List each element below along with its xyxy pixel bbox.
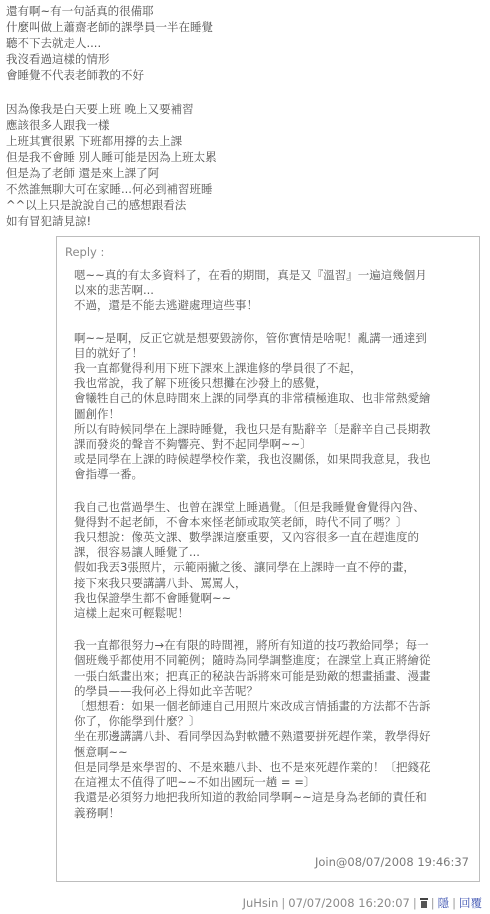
- reply-text-line: 圖創作！: [74, 406, 120, 421]
- reply-text-line: 個班幾乎都使用不同範例；隨時為同學調整進度；在課堂上真正將繪從: [74, 653, 431, 668]
- reply-text-line: 我一直都覺得利用下班下課來上課進修的學員很了不起，: [74, 361, 362, 376]
- post-footer: [243, 895, 482, 911]
- reply-text-line: 啊~~是啊，反正它就是想要毀謗你，管你實情是啥呢！亂講一通達到: [74, 330, 427, 345]
- reply-text-line: 接下來我只要講講八卦、罵罵人，: [74, 575, 247, 590]
- separator: |: [281, 896, 286, 910]
- reply-text-line: 但是同學是來學習的、不是來聽八卦、也不是來死趕作業的！〔把錢花: [74, 759, 431, 774]
- post-text-line: 我沒看過這樣的情形: [6, 52, 110, 66]
- reply-text-line: 所以有時候同學在上課時睡覺，我也只是有點辭辛〔是辭辛自己長期教: [74, 421, 431, 436]
- reply-body: [74, 268, 472, 821]
- reply-text-line: 這樣上起來可輕鬆呢！: [74, 606, 189, 621]
- reply-text-line: 覺得對不起老師，不會本來怪老師或取笑老師，時代不同了嗎？〕: [74, 514, 408, 529]
- reply-text-line: 假如我丟3張照片，示範兩撇之後、讓同學在上課時一直不停的畫，: [74, 560, 415, 575]
- reply-text-line: 義務啊！: [74, 805, 120, 820]
- post-text-line: 上班其實很累 下班都用撐的去上課: [6, 134, 183, 148]
- post-text-line: 不然誰無聊大可在家睡...何必到補習班睡: [6, 182, 213, 196]
- reply-text-line: 我也保證學生都不會睡覺啊~~: [74, 590, 232, 605]
- reply-text-line: 課，很容易讓人睡覺了...: [74, 545, 200, 560]
- reply-text-line: 課而發炎的聲音不夠響亮、對不起同學啊~~〕: [74, 437, 312, 452]
- post-text-line: 但是我不會睡 別人睡可能是因為上班太累: [6, 150, 217, 164]
- blank-line: [74, 621, 472, 638]
- reply-signature: Join@08/07/2008 19:46:37: [315, 855, 469, 869]
- reply-text-line: 目的就好了！: [74, 345, 143, 360]
- guestbook-post: [6, 3, 484, 229]
- reply-text-line: 一張白紙畫出來；把真正的秘訣告訴將來可能是勁敵的想畫插畫、漫畫: [74, 668, 431, 683]
- reply-text-line: 我還是必須努力地把我所知道的教給同學啊~~這是身為老師的責任和: [74, 790, 427, 805]
- reply-text-line: 或是同學在上課的時候趕學校作業，我也沒關係，如果問我意見，我也: [74, 452, 431, 467]
- post-text-line: ^^以上只是說說自己的感想跟看法: [6, 198, 187, 212]
- reply-label: Reply :: [65, 245, 105, 259]
- reply-text-line: 以來的悲苦啊...: [74, 283, 154, 298]
- reply-text-line: 坐在那邊講講八卦、看同學因為對軟體不熟還要拼死趕作業，教學得好: [74, 729, 431, 744]
- blank-line: [6, 83, 484, 101]
- blank-line: [74, 483, 472, 500]
- reply-text-line: 我自己也當過學生、也曾在課堂上睡過覺。〔但是我睡覺會覺得內咎、: [74, 499, 425, 514]
- reply-text-line: 嗯~~真的有太多資料了，在看的期間，真是又『溫習』一遍這幾個月: [74, 268, 427, 282]
- reply-text-line: 的學員——我何必上得如此辛苦呢？: [74, 683, 258, 698]
- post-text-line: 因為像我是白天要上班 晚上又要補習: [6, 102, 194, 116]
- reply-text-line: 我也常說，我了解下班後只想攤在沙發上的感覺，: [74, 376, 327, 391]
- reply-text-line: 我只想說：像英文課、數學課這麼重要，又內容很多一直在趕進度的: [74, 530, 419, 545]
- reply-text-line: 在這裡太不值得了吧~~不如出國玩一趟 = =〕: [74, 775, 316, 790]
- reply-text-line: 愜意啊~~: [74, 744, 128, 759]
- reply-text-line: 〔想想看：如果一個老師連自己用照片來改成言情插畫的方法都不告訴: [74, 699, 431, 714]
- post-text-line: 什麼叫做上蕭齋老師的課學員一半在睡覺: [6, 20, 213, 34]
- reply-link[interactable]: 回覆: [459, 896, 482, 910]
- reply-text-line: 會犧牲自己的休息時間來上課的同學真的非常積極進取、也非常熱愛繪: [74, 391, 431, 406]
- post-text-line: 應該很多人跟我一樣: [6, 118, 110, 132]
- separator: |: [430, 896, 435, 910]
- blank-line: [74, 314, 472, 331]
- reply-box: [56, 236, 480, 882]
- post-timestamp: 07/07/2008 16:20:07: [288, 896, 410, 910]
- reply-text-line: 不過，還是不能去逃避處理這些事！: [74, 298, 258, 313]
- post-text-line: 如有冒犯請見諒!: [6, 214, 92, 228]
- post-text-line: 會睡覺不代表老師教的不好: [6, 68, 144, 82]
- reply-text-line: 會指導一番。: [74, 467, 143, 482]
- separator: |: [412, 896, 417, 910]
- post-author: JuHsin: [242, 896, 279, 910]
- separator: |: [452, 896, 456, 910]
- reply-text-line: 我一直都很努力→在有限的時間裡，將所有知道的技巧教給同學；每一: [74, 638, 429, 653]
- trash-icon[interactable]: [420, 898, 428, 908]
- reply-text-line: 你了，你能學到什麼？〕: [74, 714, 201, 729]
- hide-link[interactable]: 隱: [437, 896, 450, 910]
- post-text-line: 還有啊~有一句話真的很備耶: [6, 4, 154, 18]
- post-text-line: 但是為了老師 還是來上課了阿: [6, 166, 160, 180]
- post-text-line: 聽不下去就走人....: [6, 36, 102, 50]
